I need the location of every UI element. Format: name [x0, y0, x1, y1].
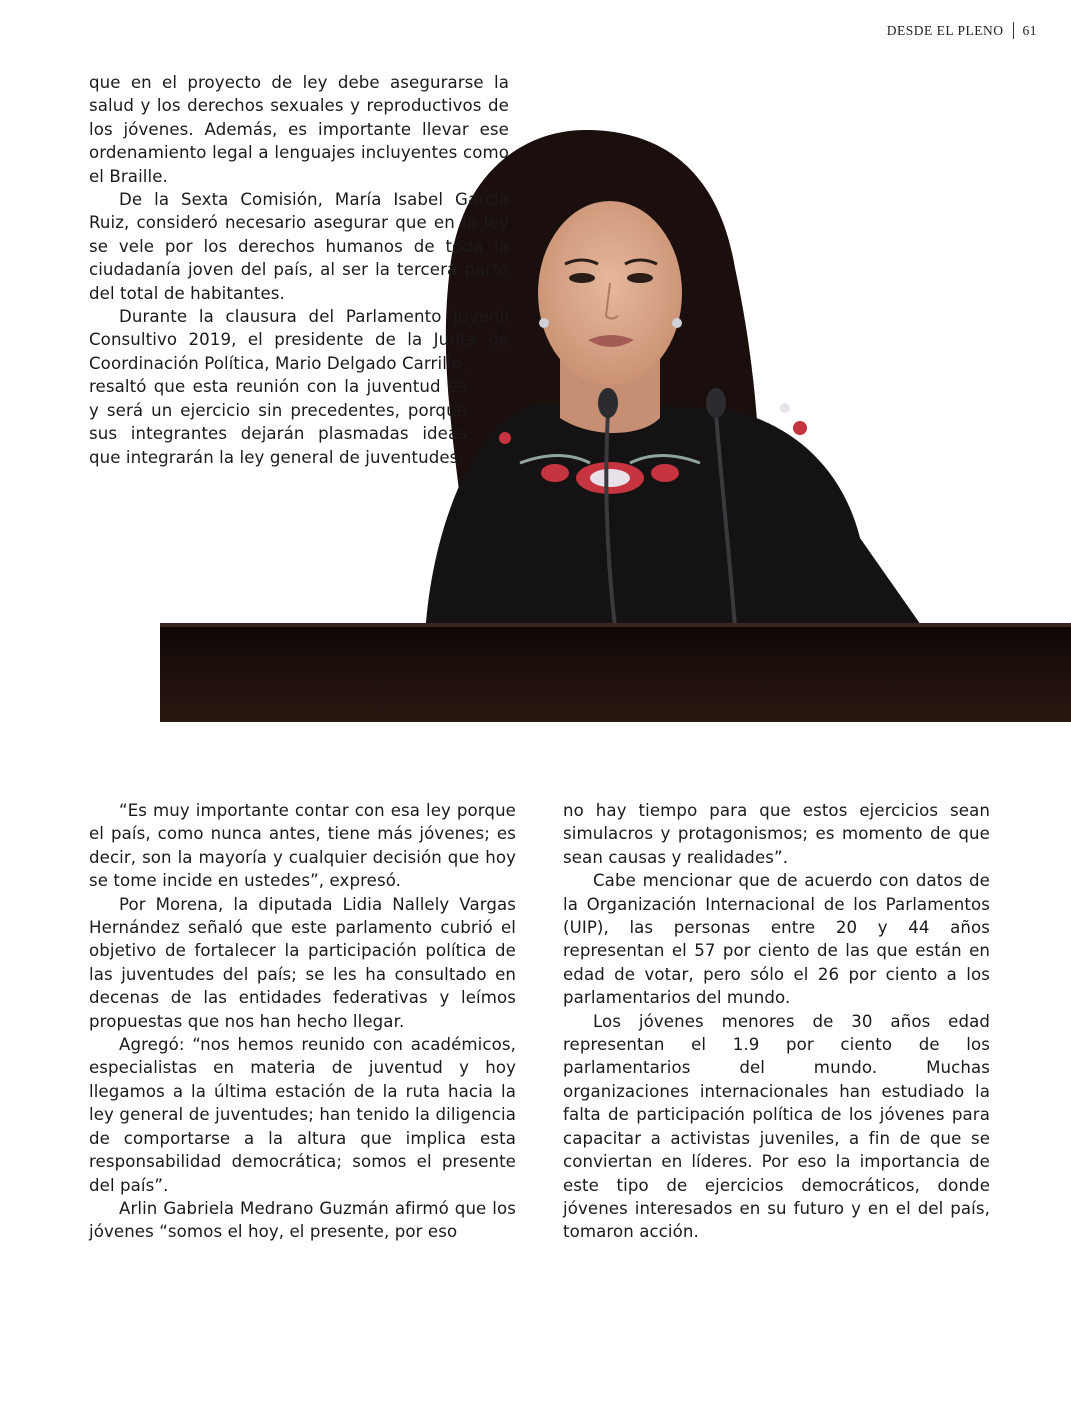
paragraph: resaltó que esta reunión con la juventud es y será un ejercicio sin precedentes, porque sus integrantes dejarán plasmadas ideas que integrarán la ley general de juventudes.: [89, 377, 467, 467]
paragraph: “Es muy importante contar con esa ley porque el país, como nunca antes, tiene más jóvenes; es decir, son la mayoría y cualquier decisión que hoy se tome incide en ustedes”, expresó.: [89, 801, 516, 891]
podium: [160, 623, 1071, 722]
header-divider: [1013, 22, 1014, 39]
bottom-left-column: [89, 799, 516, 1244]
bottom-right-column: [563, 799, 990, 1244]
paragraph: que en el proyecto de ley debe asegurarse la salud y los derechos sexuales y reproductivos de los jóvenes. Además, es importante llevar ese ordenamiento legal a lenguajes incluyentes como el Braille.: [89, 73, 509, 186]
paragraph: Cabe mencionar que de acuerdo con datos de la Organización Internacional de los Parlamentos (UIP), las personas entre 20 y 44 años representan el 57 por ciento de las que están en edad de votar, pero sólo el 26 por ciento a los parlamentarios del mundo.: [563, 871, 990, 1008]
paragraph: Durante la clausura del Parlamento Juvenil Consultivo 2019, el presidente de la Junta de Coordinación Política, Mario Delgado Carrillo,: [89, 307, 509, 373]
paragraph: Agregó: “nos hemos reunido con académicos, especialistas en materia de juventud y hoy llegamos a la última estación de la ruta hacia la ley general de juventudes; han tenido la diligencia de comportarse a la altura que implica esta responsabilidad democrática; somos el presente del país”.: [89, 1035, 516, 1195]
paragraph: De la Sexta Comisión, María Isabel García Ruiz, consideró necesario asegurar que en la ley se vele por los derechos humanos de toda la ciudadanía joven del país, al ser la tercera parte del total de habitantes.: [89, 190, 509, 303]
face: [538, 201, 682, 385]
paragraph: Arlin Gabriela Medrano Guzmán afirmó que los jóvenes “somos el hoy, el presente, por eso: [89, 1198, 516, 1242]
running-header: [887, 22, 1037, 39]
paragraph: no hay tiempo para que estos ejercicios sean simulacros y protagonismos; es momento de que sean causas y realidades”.: [563, 801, 990, 867]
top-text-column: [89, 71, 509, 469]
paragraph: Por Morena, la diputada Lidia Nallely Vargas Hernández señaló que este parlamento cubrió el objetivo de fortalecer la participación política de las juventudes del país; se les ha consultado en decenas de las entidades federativas y leímos propuestas que nos han hecho llegar.: [89, 894, 516, 1031]
section-title: DESDE EL PLENO: [886, 22, 1004, 38]
paragraph: Los jóvenes menores de 30 años edad representan el 1.9 por ciento de los parlamentarios del mundo. Muchas organizaciones internacionales han estudiado la falta de participación política de los jóvenes para capacitar a activistas juveniles, a fin de que se conviertan en líderes. Por eso la importancia de este tipo de ejercicios democráticos, donde jóvenes interesados en su futuro y en el del país, tomaron acción.: [563, 1011, 990, 1242]
page-number: 61: [1022, 22, 1037, 38]
